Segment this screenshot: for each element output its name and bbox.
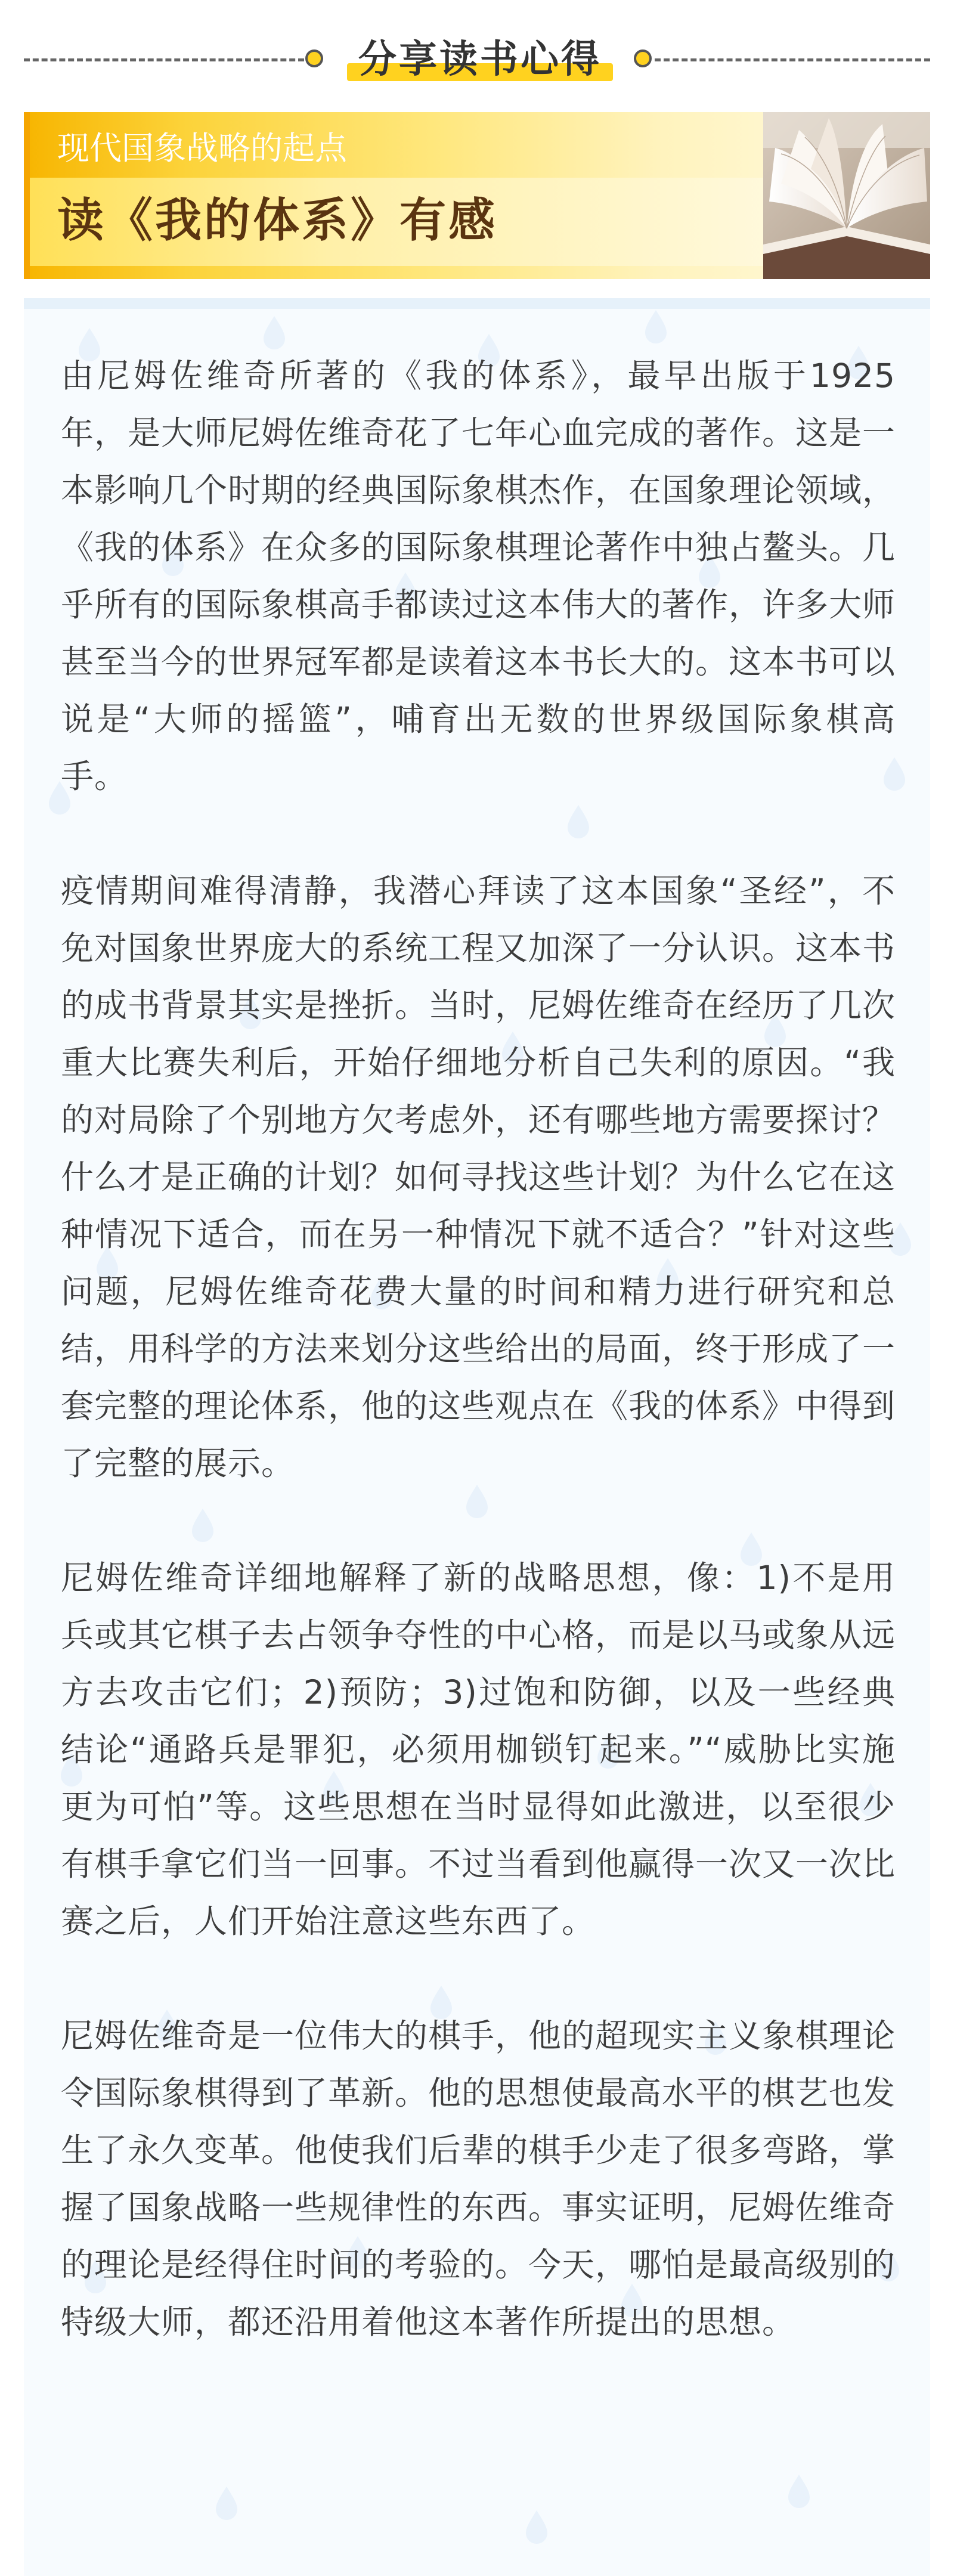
paragraph: 尼姆佐维奇是一位伟大的棋手，他的超现实主义象棋理论令国际象棋得到了革新。他的思想使最高水平的棋艺也发生了永久变革。他使我们后辈的棋手少走了很多弯路，掌握了国象战略一些规律性的东西。事实证明，尼姆佐维奇的理论是经得住时间的考验的。今天，哪怕是最高级别的特级大师，都还沿用着他这本著作所提出的思想。 (61, 2017, 896, 2341)
banner-accent-bar (24, 112, 30, 279)
separator-band (24, 298, 930, 309)
yellow-dot-right-icon (634, 49, 652, 67)
banner-subtitle: 现代国象战略的起点 (57, 129, 347, 167)
article-banner (24, 112, 930, 279)
open-book-image (763, 112, 930, 279)
yellow-dot-left-icon (305, 49, 323, 67)
section-title: 分享读书心得 (358, 38, 602, 82)
paragraph: 疫情期间难得清静，我潜心拜读了这本国象“圣经”，不免对国象世界庞大的系统工程又加深了一分认识。这本书的成书背景其实是挫折。当时，尼姆佐维奇在经历了几次重大比赛失利后，开始仔细地分析自己失利的原因。“我的对局除了个别地方欠考虑外，还有哪些地方需要探讨？什么才是正确的计划？如何寻找这些计划？为什么它在这种情况下适合，而在另一种情况下就不适合？”针对这些问题，尼姆佐维奇花费大量的时间和精力进行研究和总结，用科学的方法来划分这些给出的局面，终于形成了一套完整的理论体系，他的这些观点在《我的体系》中得到了完整的展示。 (61, 872, 896, 1482)
dashed-line-left (24, 58, 304, 61)
paragraph: 尼姆佐维奇详细地解释了新的战略思想，像：1)不是用兵或其它棋子去占领争夺性的中心格，而是以马或象从远方去攻击它们；2)预防；3)过饱和防御，以及一些经典结论“通路兵是罪犯，必须用枷锁钉起来。”“威胁比实施更为可怕”等。这些思想在当时显得如此激进，以至很少有棋手拿它们当一回事。不过当看到他赢得一次又一次比赛之后，人们开始注意这些东西了。 (61, 1559, 896, 1940)
section-title-wrap (334, 24, 626, 89)
article-text (61, 347, 896, 2408)
article-body (24, 309, 930, 2576)
banner-title: 读《我的体系》有感 (57, 194, 498, 247)
dashed-line-right (655, 58, 930, 61)
paragraph: 由尼姆佐维奇所著的《我的体系》，最早出版于1925年，是大师尼姆佐维奇花了七年心血完成的著作。这是一本影响几个时期的经典国际象棋杰作，在国象理论领域，《我的体系》在众多的国际象棋理论著作中独占鳌头。几乎所有的国际象棋高手都读过这本伟大的著作，许多大师甚至当今的世界冠军都是读着这本书长大的。这本书可以说是“大师的摇篮”，哺育出无数的世界级国际象棋高手。 (61, 357, 896, 795)
section-divider-header (0, 0, 954, 119)
